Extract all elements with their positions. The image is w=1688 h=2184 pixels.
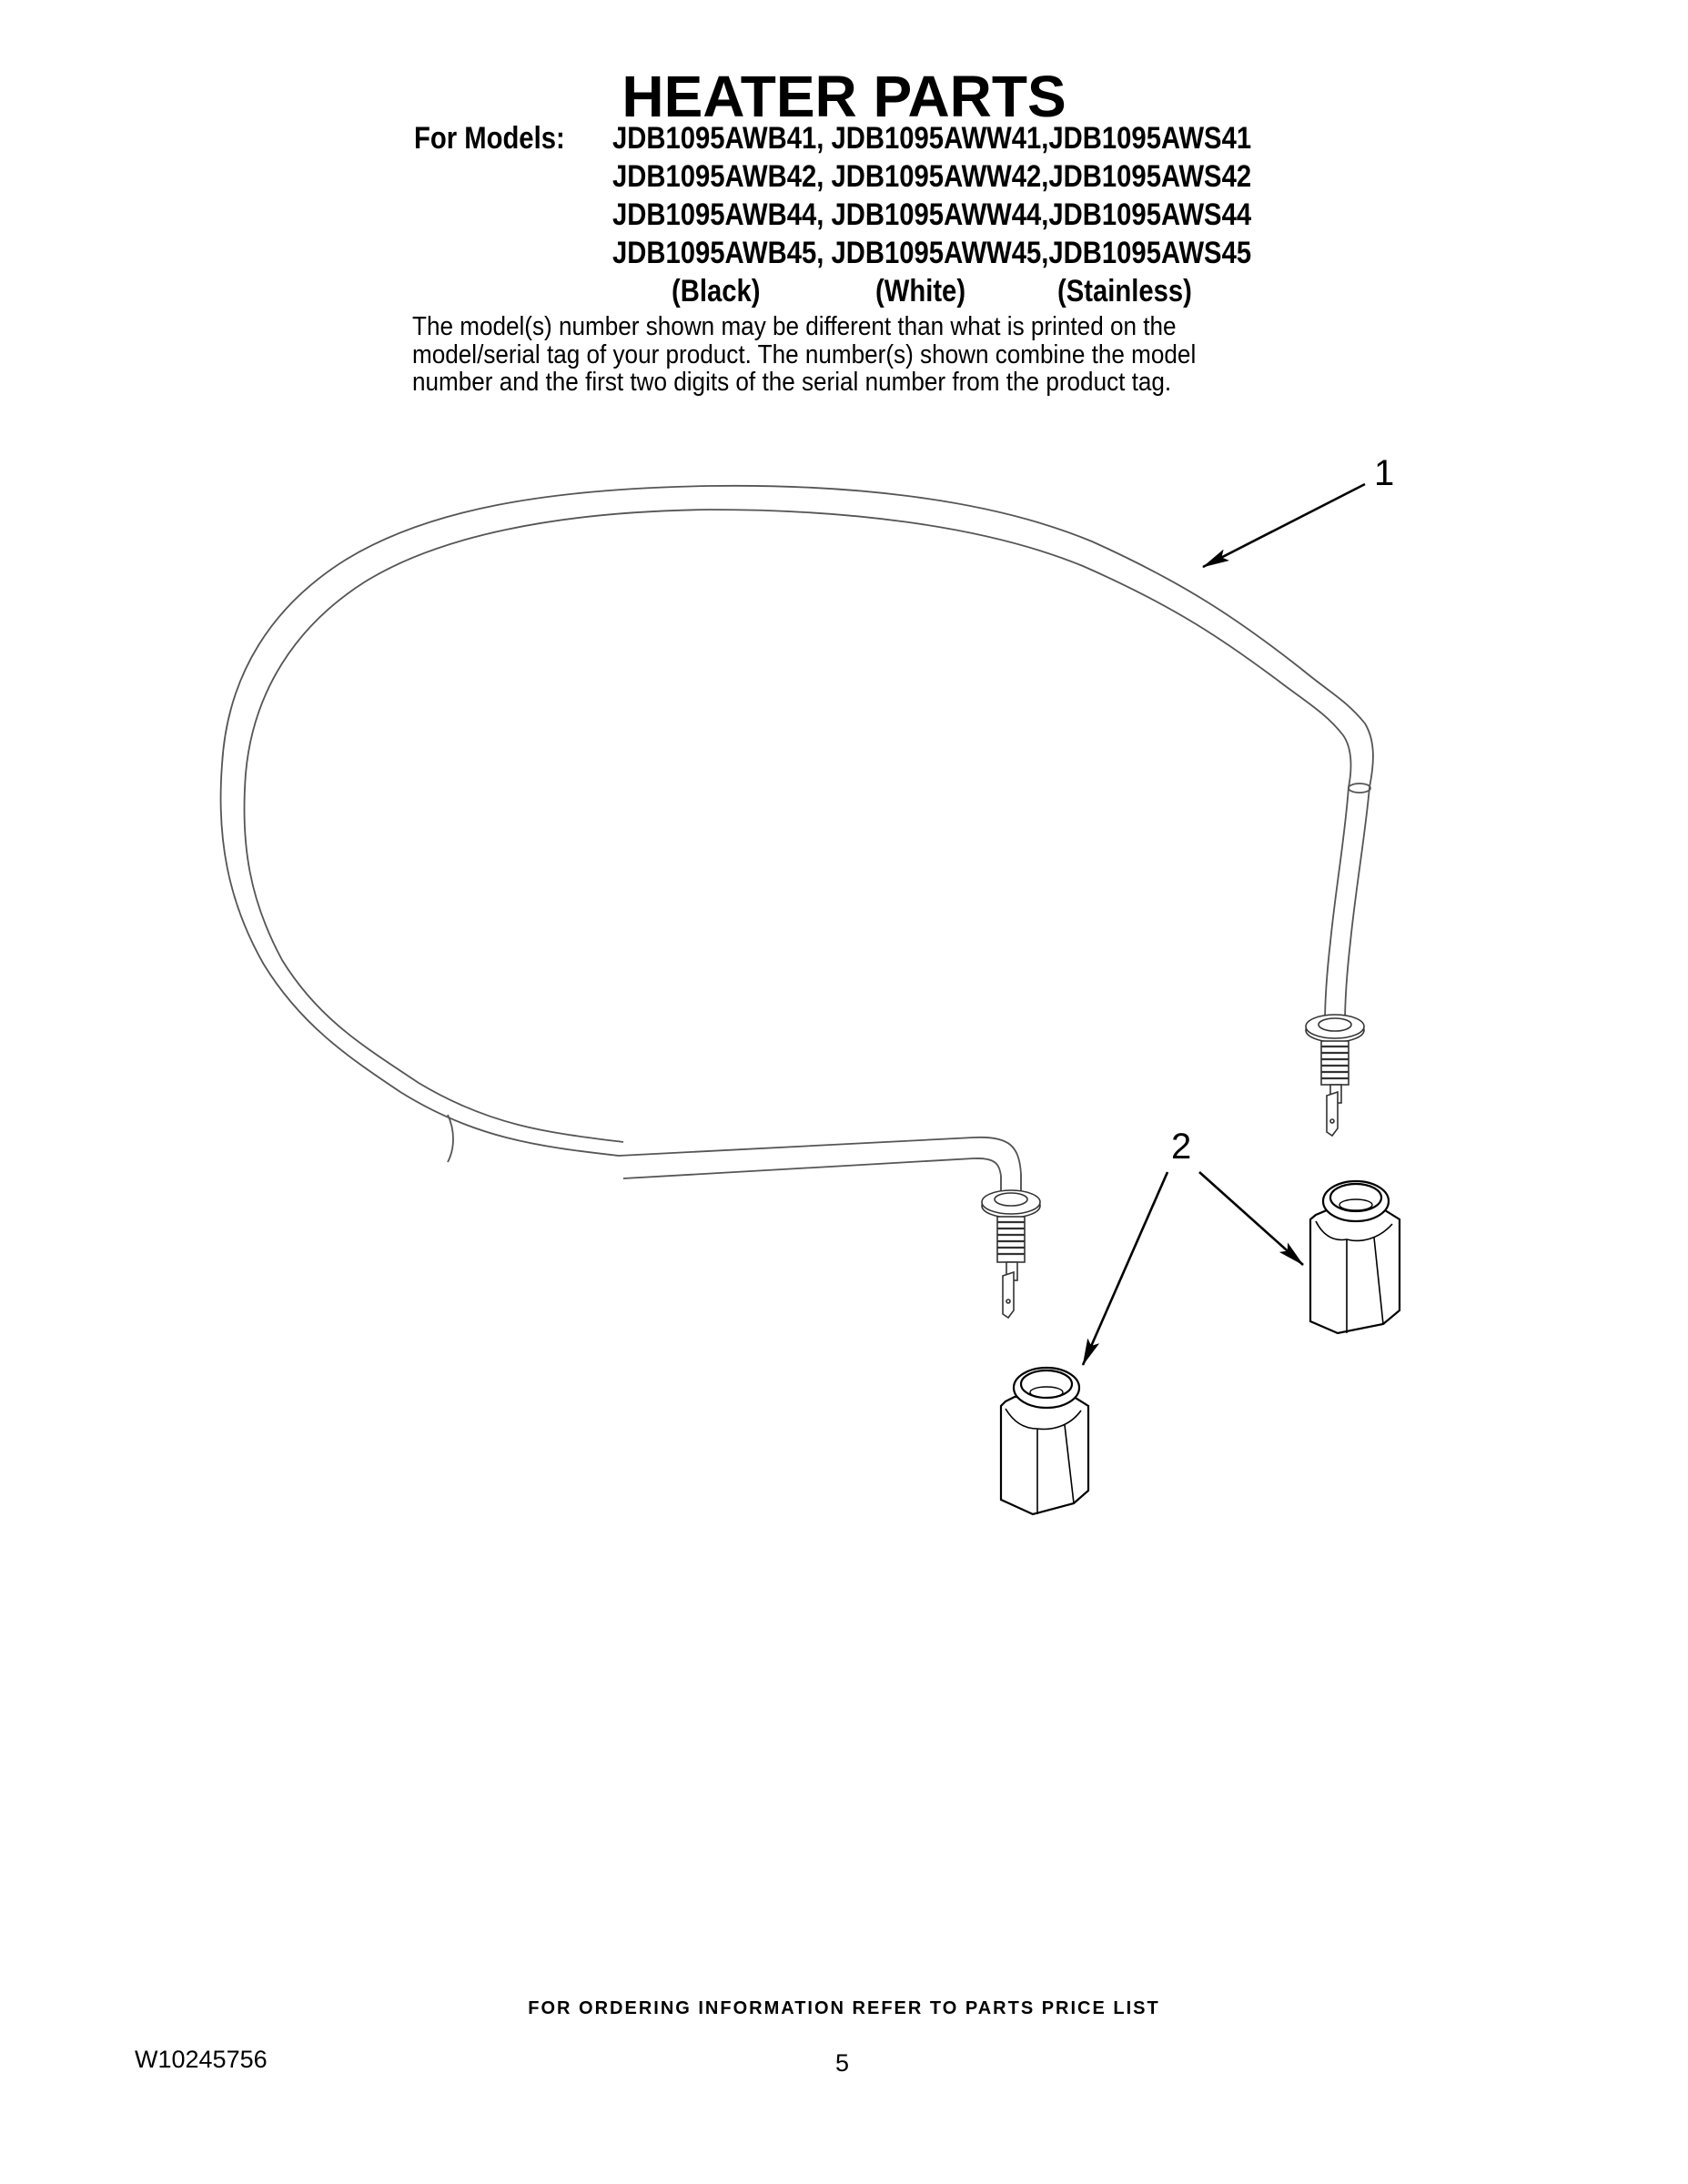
terminal-nut-left [1001,1368,1088,1514]
page-number: 5 [835,2049,850,2077]
right-terminal [1306,1015,1364,1136]
callout-2: 2 [1171,1127,1192,1167]
model-row-2: JDB1095AWB42, JDB1095AWW42,JDB1095AWS42 [612,159,1252,194]
model-row-3: JDB1095AWB44, JDB1095AWW44,JDB1095AWS44 [612,197,1252,232]
ordering-note: FOR ORDERING INFORMATION REFER TO PARTS PRICE LIST [528,1998,1160,2018]
model-row-4: JDB1095AWB45, JDB1095AWW45,JDB1095AWS45 [612,236,1252,270]
color-stainless-label: (Stainless) [1057,274,1192,308]
document-number: W10245756 [135,2046,268,2073]
heater-element [221,486,1373,1178]
model-row-1: JDB1095AWB41, JDB1095AWW41,JDB1095AWS41 [612,121,1252,156]
left-terminal [982,1174,1040,1318]
callout-1: 1 [1374,453,1395,493]
color-white-label: (White) [875,274,966,308]
callout-2-arrow-left [1083,1172,1167,1365]
page-title: HEATER PARTS [622,64,1066,129]
terminal-nut-right [1310,1181,1400,1333]
disclaimer-line-1: The model(s) number shown may be different than what is printed on the [412,312,1177,341]
disclaimer-line-2: model/serial tag of your product. The number(s) shown combine the model [412,339,1197,369]
disclaimer-line-3: number and the first two digits of the serial number from the product tag. [412,368,1172,397]
callout-1-arrow [1203,484,1365,567]
models-label: For Models: [414,121,565,156]
color-black-label: (Black) [672,274,761,308]
callout-2-arrow-right [1199,1172,1303,1265]
